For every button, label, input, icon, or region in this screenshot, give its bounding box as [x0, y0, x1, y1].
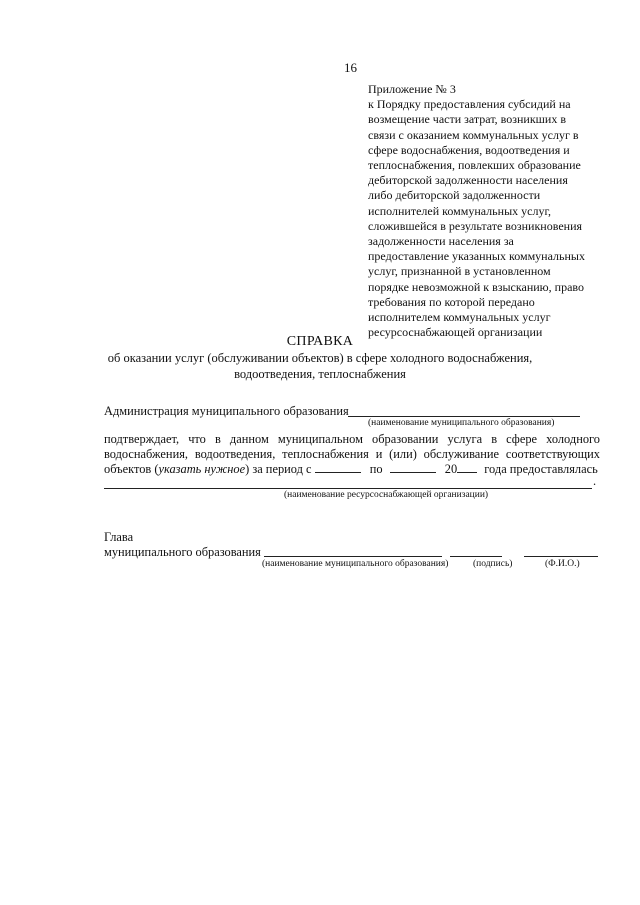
caption-sign: (подпись) — [473, 559, 513, 569]
rso-name-field[interactable] — [104, 488, 592, 489]
appendix-line: сфере водоснабжения, водоотведения и — [368, 142, 570, 157]
confirm-line-2: водоснабжения, водоотведения, теплоснабжения и (или) обслуживание соответствующих — [104, 447, 600, 461]
objects-after: ) за период с — [245, 462, 312, 476]
page-number: 16 — [344, 60, 357, 75]
year-suffix: года предоставлялась — [484, 462, 598, 476]
admin-caption: (наименование муниципального образования) — [368, 418, 555, 428]
appendix-line: сложившейся в результате возникновения — [368, 218, 583, 233]
signature-sign-field[interactable] — [450, 556, 502, 557]
objects-italic: указать нужное — [158, 462, 246, 476]
admin-name-field[interactable] — [348, 416, 580, 417]
appendix-line: предоставление указанных коммунальных — [368, 249, 585, 264]
appendix-line: теплоснабжения, повлекших образование — [368, 158, 581, 173]
caption-mo-name: (наименование муниципального образования) — [262, 559, 449, 569]
rso-caption: (наименование ресурсоснабжающей организации) — [284, 490, 489, 500]
signature-mo-field[interactable] — [264, 556, 442, 557]
certificate-subtitle — [0, 350, 640, 382]
appendix-title: Приложение № 3 — [368, 82, 456, 96]
year-prefix: 20 — [444, 462, 458, 476]
period-end-field[interactable] — [390, 462, 436, 473]
appendix-line: исполнителем коммунальных услуг — [368, 310, 551, 325]
appendix-line: исполнителей коммунальных услуг, — [368, 203, 552, 218]
signature-fio-field[interactable] — [524, 556, 598, 557]
certificate-title: СПРАВКА — [286, 334, 354, 349]
appendix-line: дебиторской задолженности населения — [368, 173, 568, 188]
period-line — [104, 462, 598, 477]
appendix-line: ресурсоснабжающей организации — [368, 325, 543, 340]
appendix-block — [368, 82, 618, 340]
appendix-line: задолженности населения за — [368, 234, 514, 249]
year-field[interactable] — [457, 462, 477, 473]
appendix-line: либо дебиторской задолженности — [368, 188, 541, 203]
objects-word: объектов ( — [104, 462, 159, 476]
period-start-field[interactable] — [315, 462, 361, 473]
head-label: Глава — [104, 530, 134, 544]
appendix-line: требования по которой передано — [368, 294, 535, 309]
mo-label: муниципального образования — [104, 545, 261, 559]
subtitle-line-1: об оказании услуг (обслуживании объектов) в сфере холодного водоснабжения, — [107, 351, 533, 365]
po-word: по — [369, 462, 383, 476]
confirm-line-1: подтверждает, что в данном муниципальном образовании услуга в сфере холодного — [104, 432, 600, 446]
admin-label: Администрация муниципального образования — [104, 404, 349, 418]
subtitle-line-2: водоотведения, теплоснабжения — [234, 367, 406, 381]
caption-fio: (Ф.И.О.) — [545, 559, 580, 569]
appendix-line: связи с оказанием коммунальных услуг в — [368, 127, 579, 142]
appendix-line: к Порядку предоставления субсидий на — [368, 97, 571, 112]
appendix-line: услуг, признанной в установленном — [368, 264, 551, 279]
appendix-line: возмещение части затрат, возникших в — [368, 112, 566, 127]
period-dot: . — [593, 474, 597, 488]
appendix-line: порядке невозможной к взысканию, право — [368, 279, 584, 294]
